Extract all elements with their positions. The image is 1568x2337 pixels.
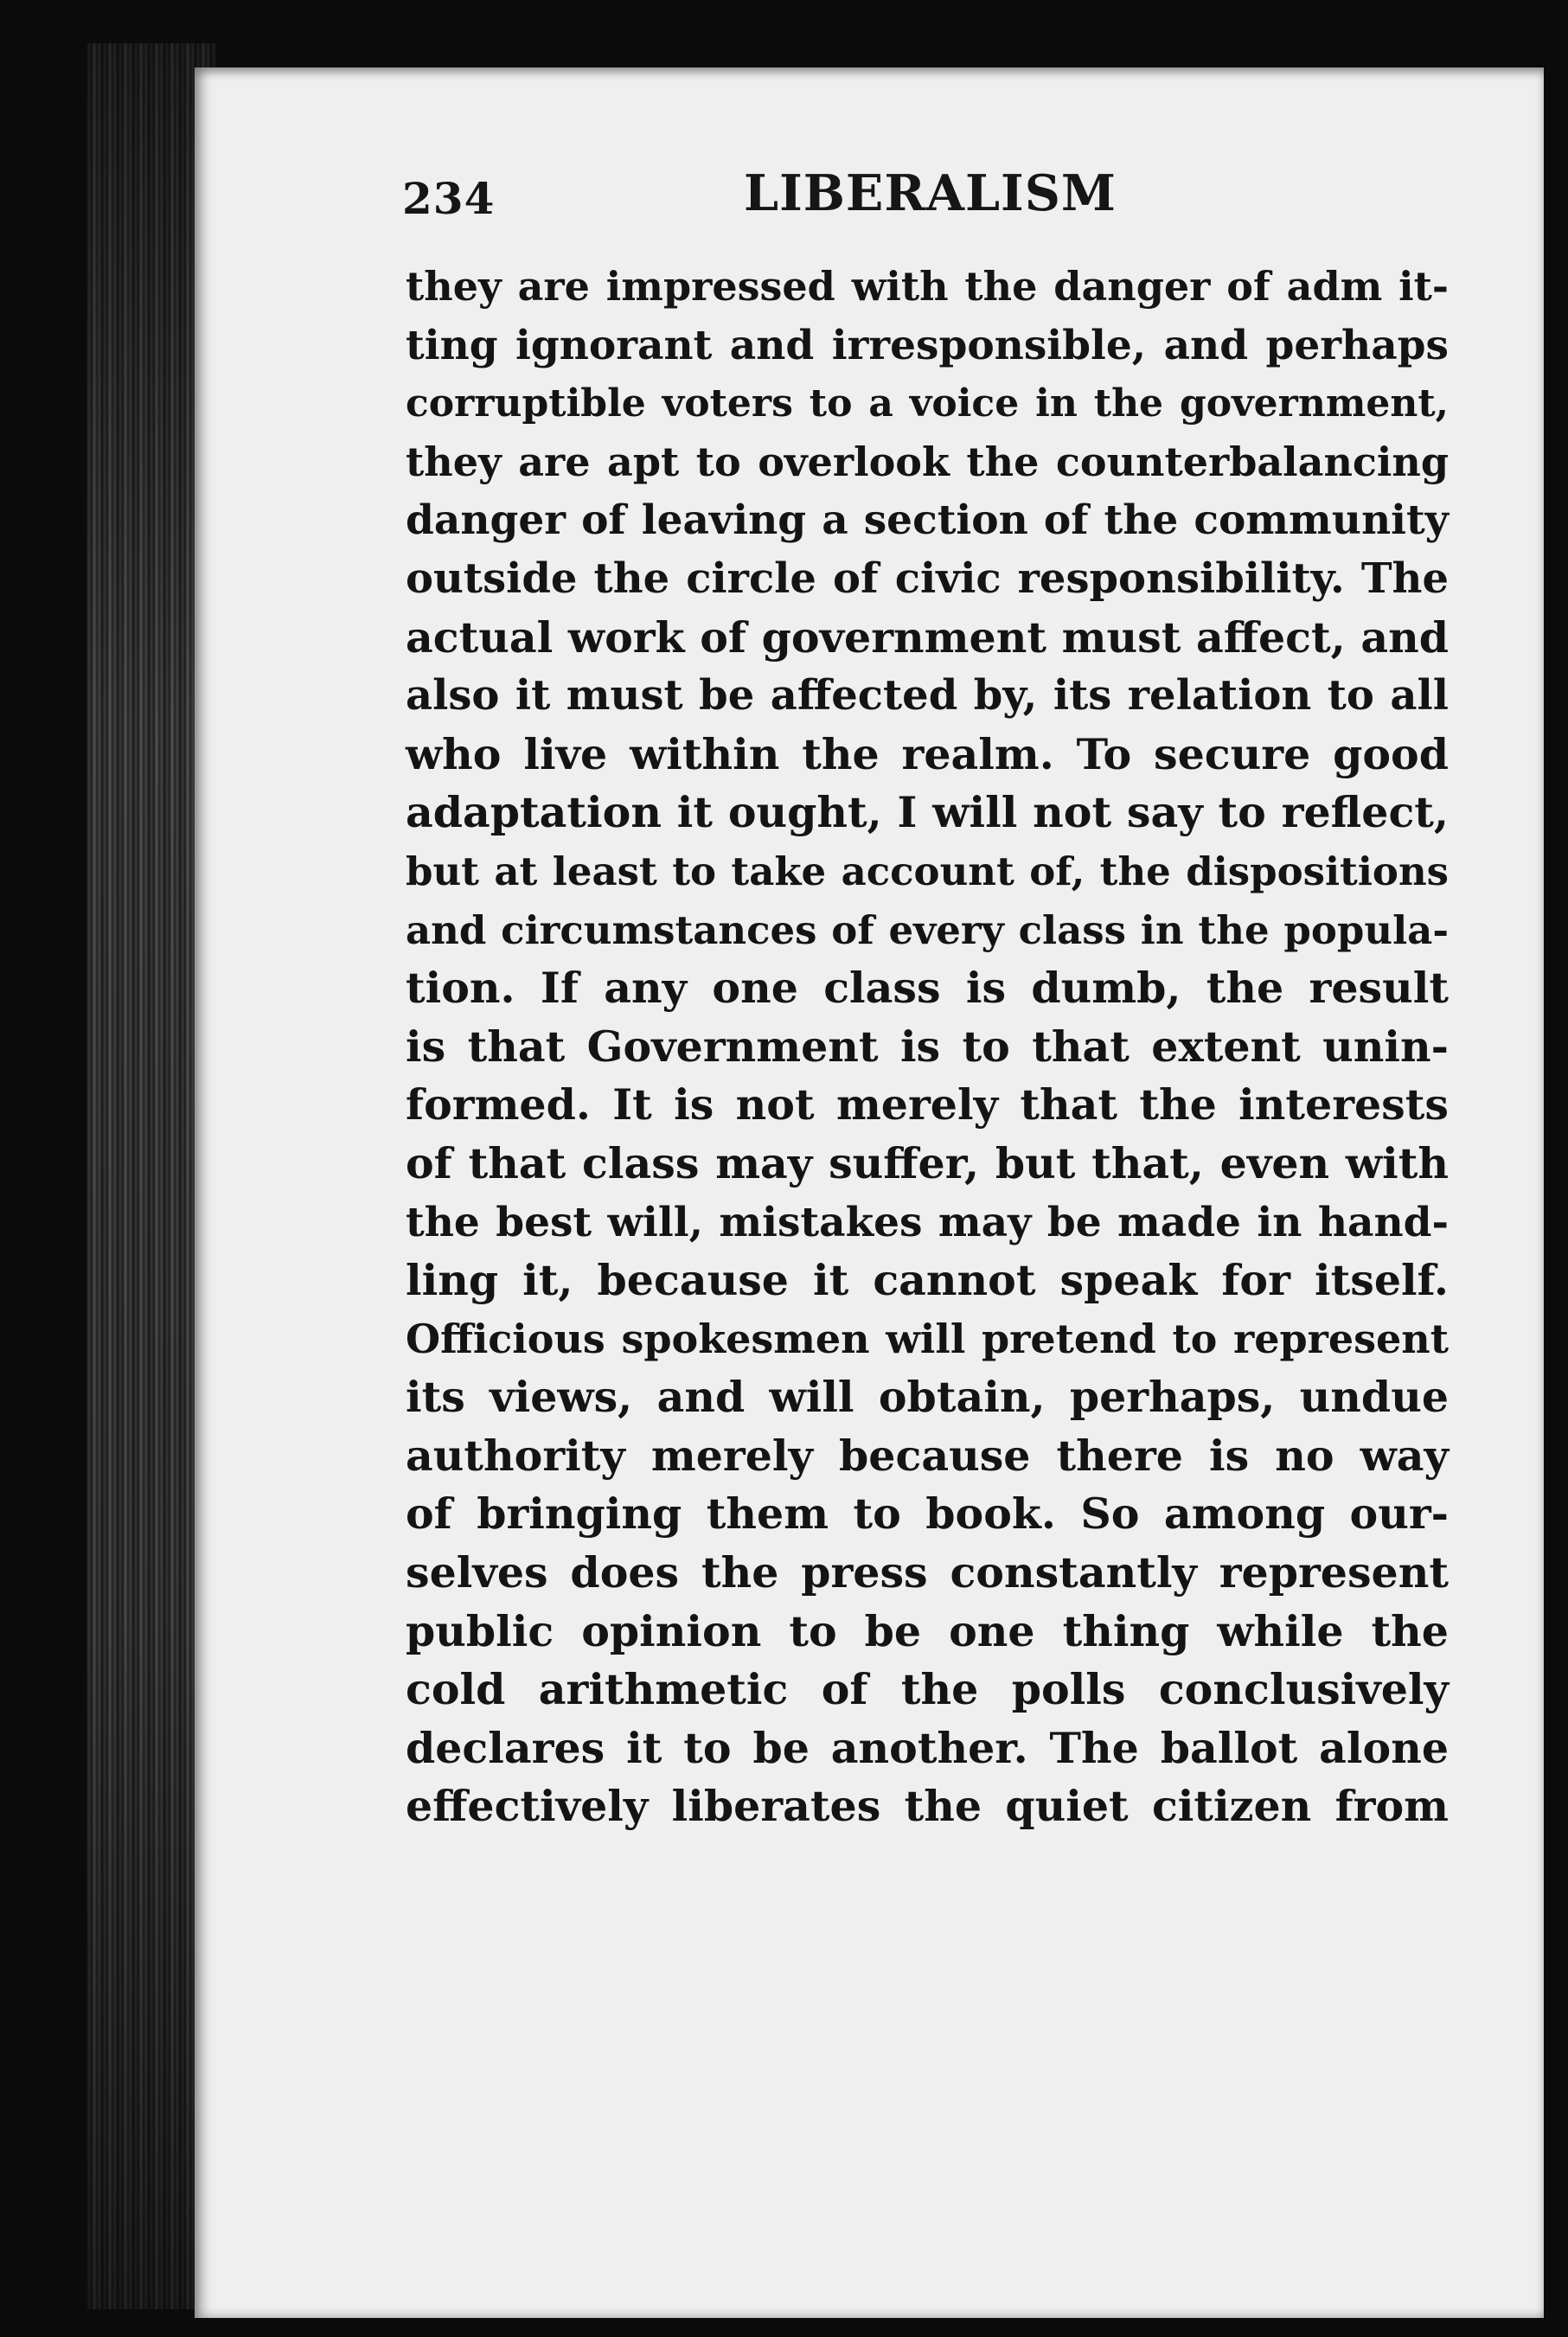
text-line: of that class may suffer, but that, even with <box>406 1137 1449 1188</box>
text-line: who live within the realm. To secure good <box>406 728 1449 779</box>
text-line: is that Government is to that extent unin- <box>406 1021 1449 1072</box>
text-line: effectively liberates the quiet citizen from <box>406 1781 1449 1832</box>
text-line: also it must be affected by, its relation to all <box>406 671 1449 720</box>
text-line: cold arithmetic of the polls conclusively <box>406 1664 1449 1715</box>
text-line: ting ignorant and irresponsible, and perhaps <box>406 321 1449 369</box>
text-line: the best will, mistakes may be made in hand- <box>406 1198 1449 1246</box>
body-text <box>406 258 1449 1836</box>
text-line: actual work of government must affect, and <box>406 611 1449 663</box>
page-number: 234 <box>402 173 496 224</box>
text-line: they are apt to overlook the counterbalancing <box>406 438 1449 485</box>
text-line: but at least to take account of, the dispositions <box>406 848 1449 894</box>
text-line: adaptation it ought, I will not say to reflect, <box>406 787 1449 838</box>
text-line: corruptible voters to a voice in the government, <box>406 381 1449 426</box>
text-line: selves does the press constantly represent <box>406 1547 1449 1598</box>
page-title: LIBERALISM <box>744 164 1117 222</box>
text-line: its views, and will obtain, perhaps, undue <box>406 1372 1449 1423</box>
text-line: danger of leaving a section of the community <box>406 496 1449 545</box>
text-line: of bringing them to book. So among our- <box>406 1489 1449 1540</box>
text-line: public opinion to be one thing while the <box>406 1605 1449 1656</box>
text-line: formed. It is not merely that the interests <box>406 1079 1449 1130</box>
text-line: authority merely because there is no way <box>406 1430 1449 1481</box>
running-head <box>402 157 1284 244</box>
text-line: declares it to be another. The ballot alone <box>406 1722 1449 1773</box>
text-line: outside the circle of civic responsibility. The <box>406 554 1449 603</box>
text-line: Officious spokesmen will pretend to represent <box>406 1315 1449 1362</box>
text-line: they are impressed with the danger of adm it- <box>406 263 1449 310</box>
text-line: and circumstances of every class in the popula- <box>406 906 1449 953</box>
text-line: ling it, because it cannot speak for itself. <box>406 1255 1449 1306</box>
text-line: tion. If any one class is dumb, the result <box>406 963 1449 1014</box>
